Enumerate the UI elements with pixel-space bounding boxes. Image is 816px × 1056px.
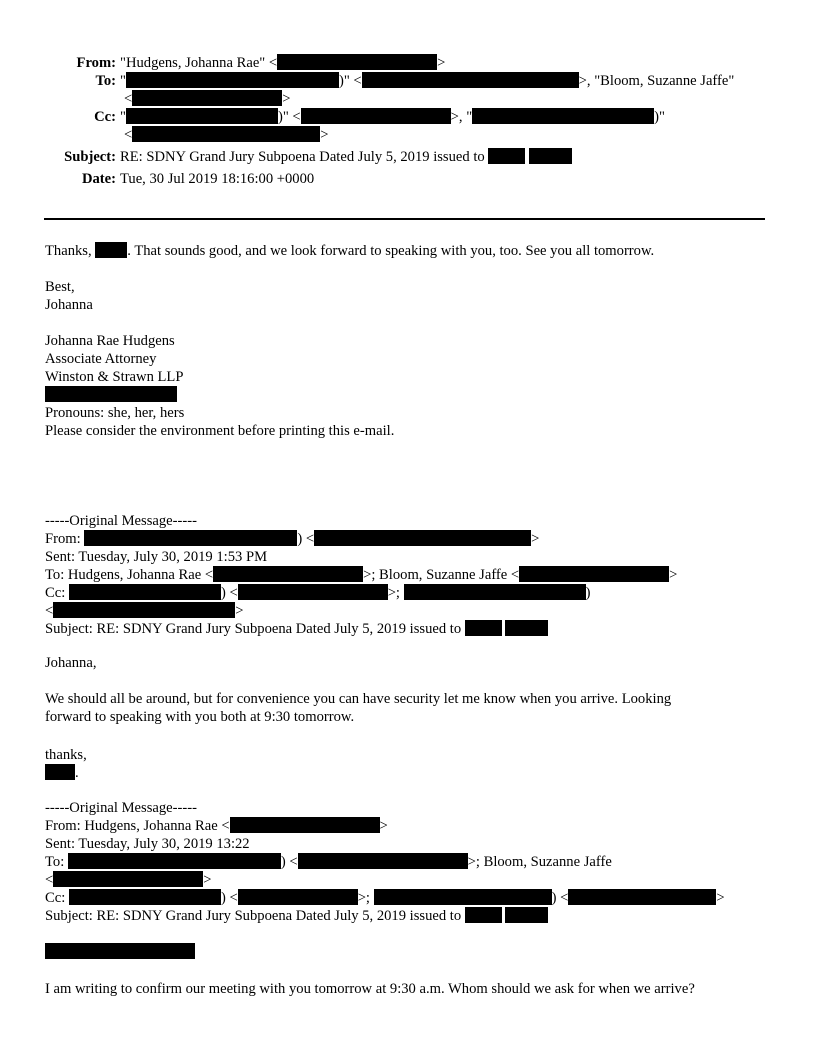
to-label: To: [95,73,116,89]
from-label: From: [76,55,116,71]
redaction-bar [69,889,221,905]
sig-name: Johanna Rae Hudgens [45,333,175,349]
header-divider [44,218,765,220]
original-message-1-header: -----Original Message----- From: ) < > Sent: Tuesday, July 30, 2019 1:53 PM To: Hudgens, Johanna Rae < >; Bloom, Suzanne Jaffe < > Cc: ) < >; ) < > Subject: RE: SDNY Grand Jury Subpoena Dated July 5, 2019 issued to [45,513,678,637]
original-marker: -----Original Message----- [45,513,197,529]
redaction-bar [95,242,127,258]
redaction-bar [465,907,502,923]
redaction-bar [472,108,654,124]
redaction-bar [529,148,572,164]
sig-firm: Winston & Strawn LLP [45,369,184,385]
header-to-row: To: " )" < >, "Bloom, Suzanne Jaffe" [0,72,816,90]
redaction-bar [45,386,177,402]
sig-pronouns: Pronouns: she, her, hers [45,405,185,421]
subject-label: Subject: [64,149,116,165]
date-value: Tue, 30 Jul 2019 18:16:00 +0000 [120,171,315,187]
redaction-bar [238,584,388,600]
redaction-bar [314,530,531,546]
redaction-bar [45,943,195,959]
header-cc-row: Cc: " )" < >, " )" [0,108,816,126]
redaction-bar [53,871,203,887]
to-value-tail: >, "Bloom, Suzanne Jaffe" [578,73,735,89]
redaction-bar [213,566,363,582]
redaction-bar [132,126,320,142]
redaction-bar [84,530,297,546]
reply-signoff: Best, Johanna [45,279,93,313]
redaction-bar [126,108,278,124]
redaction-bar [519,566,669,582]
original-marker: -----Original Message----- [45,800,197,816]
sig-environment: Please consider the environment before printing this e-mail. [45,423,395,439]
header-subject-row [0,148,816,166]
redaction-bar [277,54,437,70]
redaction-bar [301,108,451,124]
original-message-1-closing: thanks, . [45,747,87,781]
original-message-2-header: -----Original Message----- From: Hudgens, Johanna Rae < > Sent: Tuesday, July 30, 2019 13:22 To: ) < >; Bloom, Suzanne Jaffe < > Cc: ) < >; ) < > Subject: RE: SDNY Grand Jury Subpoena Dated July 5, 2019 issued to [45,800,725,924]
redaction-bar [488,148,525,164]
header-from-row: From: "Hudgens, Johanna Rae" < > [0,54,816,72]
header-date-row [0,170,816,188]
sig-title: Associate Attorney [45,351,157,367]
redaction-bar [230,817,380,833]
redaction-bar [404,584,586,600]
redaction-bar [69,584,221,600]
redaction-bar [132,90,282,106]
original-message-2-salutation [45,943,195,961]
redaction-bar [568,889,716,905]
redaction-bar [465,620,502,636]
redaction-bar [505,620,548,636]
email-header [0,54,816,188]
redaction-bar [68,853,281,869]
original-message-1-paragraph: We should all be around, but for convenience you can have security let me know when you arrive. Looking forward to speaking with you both at 9:30 tomorrow. [45,691,672,725]
from-value: "Hudgens, Johanna Rae" < [120,55,278,71]
redaction-bar [505,907,548,923]
header-cc-cont-row: < > [124,127,329,143]
original-message-2-body: I am writing to confirm our meeting with you tomorrow at 9:30 a.m. Whom should we ask for when we arrive? [45,981,695,997]
cc-label: Cc: [94,109,116,125]
header-to-cont-row: < > [124,91,291,107]
original-message-1-body: Johanna, [45,655,97,671]
signature-block [45,332,394,440]
redaction-bar [298,853,468,869]
reply-body: Thanks, . That sounds good, and we look forward to speaking with you, too. See you all tomorrow. [45,243,655,259]
redaction-bar [374,889,552,905]
date-label: Date: [81,171,116,187]
subject-value: RE: SDNY Grand Jury Subpoena Dated July 5, 2019 issued to [120,149,485,165]
redaction-bar [53,602,235,618]
redaction-bar [238,889,358,905]
redaction-bar [362,72,579,88]
redaction-bar [126,72,339,88]
redaction-bar [45,764,75,780]
